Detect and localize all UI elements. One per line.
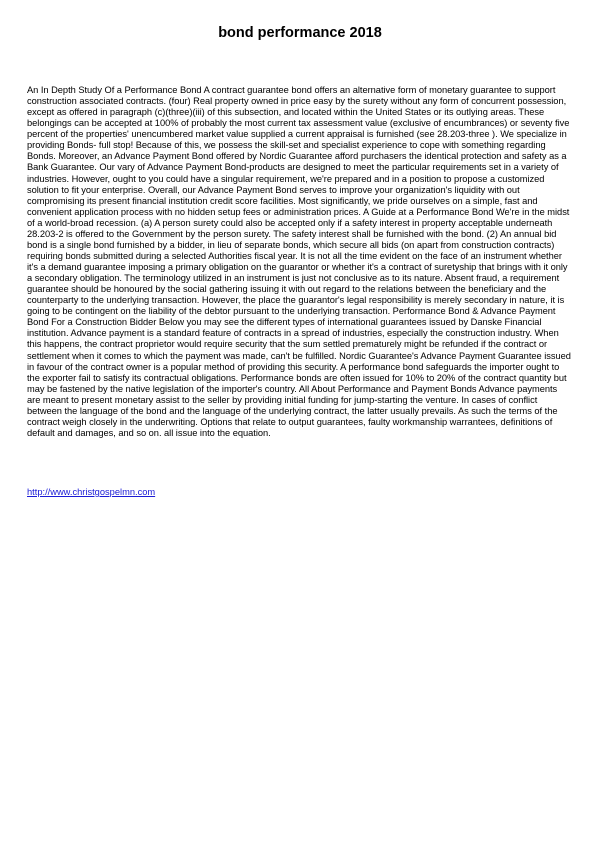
body-paragraph: An In Depth Study Of a Performance Bond A contract guarantee bond offers an alternative form of monetary guarantee to support construction associated contracts. (four) Real property owned in price easy by the surety without any form of concurrent possession, except as offered in paragraph (c)(three)(iii) of this subsection, and located within the United States or its outlying areas. These belongings can be accepted at 100% of probably the most current tax assessment value (exclusive of encumbrances) or seventy five percent of the properties' unencumbered market value supplied a current appraisal is furnished (see 28.203-three ). We specialize in providing Bonds- full stop! Because of this, we possess the skill-set and specialist experience to cope with something regarding Bonds. Moreover, an Advance Payment Bond offered by Nordic Guarantee afford purchasers the identical protection and safety as a Bank Guarantee. Our vary of Advance Payment Bond-products are designed to meet the particular requirements set in a variety of industries. However, ought to you could have a singular requirement, we're prepared and in a position to propose a customized solution to fit your enterprise. Overall, our Advance Payment Bond serves to improve your organization's liquidity with out compromising its present financial institution credit score facilities. Most significantly, we pride ourselves on a simple, fast and convenient application process with no hidden setup fees or administration prices. A Guide at a Performance Bond We're in the midst of a world-broad recession. (a) A person surety could also be accepted only if a safety interest in property acceptable underneath 28.203-2 is offered to the Government by the person surety. The safety interest shall be furnished with the bond. (2) An annual bid bond is a single bond furnished by a bidder, in lieu of separate bonds, which secure all bids (on apart from construction contracts) requiring bonds submitted during a selected Authorities fiscal year. It is not all the time evident on the face of an instrument whether it's a demand guarantee imposing a primary obligation on the guarantor or whether it's a contract of suretyship that brings with it only a secondary obligation. The terminology utilized in an instrument is just not conclusive as to its nature. Absent fraud, a requirement guarantee should be honoured by the social gathering issuing it with out regard to the relations between the beneficiary and the counterparty to the underlying transaction. However, the place the guarantor's legal responsibility is merely secondary in nature, it is going to be contingent on the liability of the debtor pursuant to the underlying transaction. Performance Bond & Advance Payment Bond For a Construction Bidder Below you may see the different types of international guarantees issued by Danske Financial institution. Advance payment is a standard feature of contracts in a spread of industries, especially the construction industry. When this happens, the contract proprietor would require security that the sum settled prematurely might be refunded if the contract or settlement when it comes to which the payment was made, can't be fulfilled. Nordic Guarantee's Advance Payment Guarantee issued in favour of the contract owner is a popular method of providing this security. A performance bond safeguards the importer ought to the exporter fail to satisfy its contractual obligations. Performance bonds are often issued for 10% to 20% of the contract quantity but may be fastened by the native legislation of the importer's country. All About Performance and Payment Bonds Advance payments are meant to present monetary assist to the seller by providing initial funding for jump-starting the venture. In cases of conflict between the language of the bond and the language of the underlying contract, the latter usually prevails. As such the terms of the contract weigh closely in the underwriting. Options that relate to output guarantees, faulty workmanship warrantees, definitions of default and damages, and so on. all issue into the equation. — [27, 85, 571, 438]
website-link[interactable]: http://www.christgospelmn.com — [27, 487, 156, 497]
page-title: bond performance 2018 — [218, 25, 382, 41]
